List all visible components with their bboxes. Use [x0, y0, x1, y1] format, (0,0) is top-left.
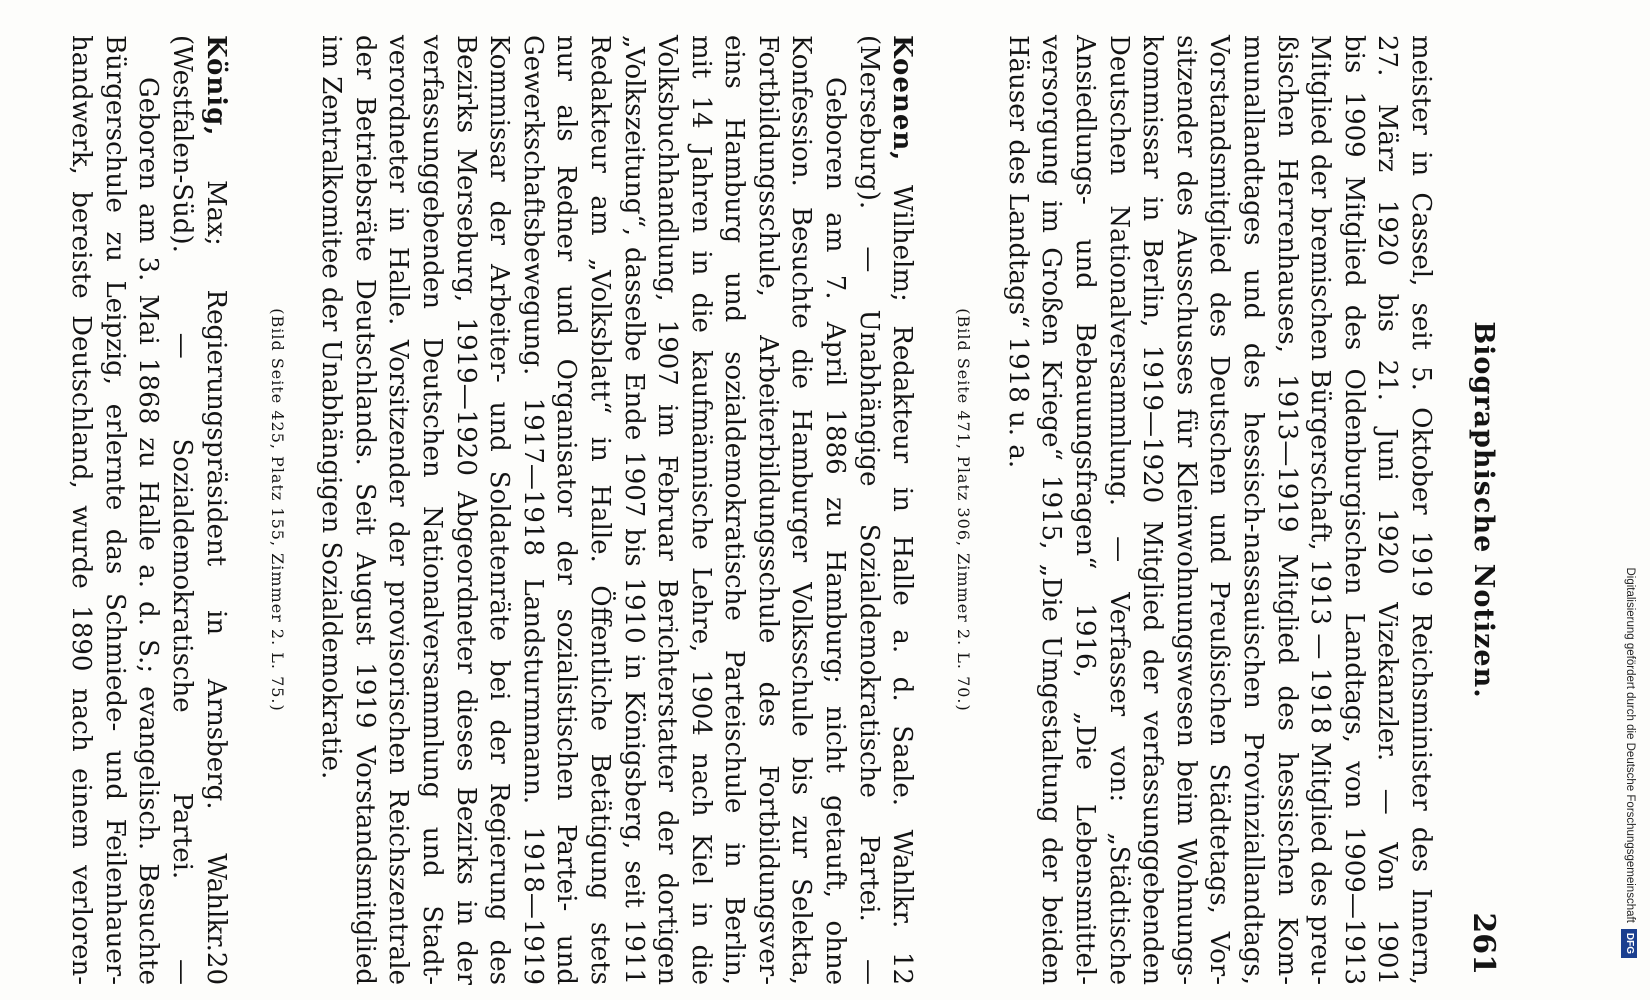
page-number: 261: [1466, 912, 1501, 975]
page-title: Biographische Notizen.: [1468, 321, 1499, 699]
text-line: Ansiedlungs- und Bebauungsfragen“ 1916, „Die Lebensmittel-: [1070, 35, 1101, 985]
photo-reference: (Bild Seite 471, Platz 306, Zimmer 2. L. 70.): [954, 308, 974, 712]
text-line: (Merseburg). — Unabhängige Sozialdemokratische Partei. —: [853, 35, 884, 985]
text-line: 27. März 1920 bis 21. Juni 1920 Vizekanzler. — Von 1901: [1372, 35, 1403, 985]
text-line: kommissar in Berlin, 1919—1920 Mitglied der verfassunggebenden: [1137, 35, 1168, 985]
entry-first-line: [885, 35, 919, 985]
dfg-logo: DFG: [1621, 929, 1637, 958]
scanned-page: [66, 35, 1515, 985]
text-line: (Westfalen-Süd). — Sozialdemokratische Partei. —: [167, 35, 197, 985]
text-line: nur als Redner und Organisator der sozialistischen Partei- und: [551, 35, 582, 985]
entry-koenig: [64, 35, 232, 985]
text-line: Mitglied der bremischen Bürgerschaft, 1913 — 1918 Mitglied des preu-: [1305, 35, 1336, 985]
text-line: eins Hamburg und sozialdemokratische Parteischule in Berlin,: [719, 35, 750, 985]
text-line: Vorstandsmitglied des Deutschen und Preußischen Städtetags, Vor-: [1204, 35, 1235, 985]
running-head: [1451, 45, 1515, 975]
text-line: Deutschen Nationalversammlung. — Verfasser von: „Städtische: [1103, 35, 1134, 985]
digitization-credit: [1620, 18, 1640, 958]
entry-text: [314, 35, 885, 985]
text-line: Bürgerschule zu Leipzig, erlernte das Schmiede- und Feilenhauer-: [99, 35, 130, 985]
text-line: Kommissar der Arbeiter- und Soldatenräte bei der Regierung des: [484, 35, 515, 985]
entry-name: Koenen,: [887, 35, 918, 162]
continuation-entry: [948, 35, 1437, 985]
entry-intro: Max; Regierungspräsident in Arnsberg. Wahlkr.20: [200, 136, 231, 985]
text-line: bis 1909 Mitglied des Oldenburgischen Landtags, von 1909—1913: [1338, 35, 1369, 985]
text-line: Konfession. Besuchte die Hamburger Volksschule bis zur Selekta,: [786, 35, 817, 985]
text-line: Geboren am 7. April 1886 zu Hamburg; nicht getauft, ohne: [820, 77, 851, 985]
text-line: Häuser des Landtags“ 1918 u. a.: [1002, 35, 1033, 469]
text-line: Volksbuchhandlung, 1907 im Februar Berichterstatter der dortigen: [652, 35, 683, 985]
text-line: meister in Cassel, seit 5. Oktober 1919 Reichsminister des Innern,: [1406, 35, 1436, 985]
text-line: Fortbildungsschule, Arbeiterbildungsschule des Fortbildungsver-: [752, 35, 783, 985]
entry-first-line: [198, 35, 232, 985]
text-line: sitzender des Ausschusses für Kleinwohnungswesen beim Wohnungs-: [1170, 35, 1201, 985]
entry-text: [64, 35, 198, 985]
text-line: ßischen Herrenhauses, 1913—1919 Mitglied des hessischen Kom-: [1271, 35, 1302, 985]
entry-intro: Wilhelm; Redakteur in Halle a. d. Saale. Wahlkr. 12: [887, 161, 918, 985]
photo-reference: (Bild Seite 425, Platz 155, Zimmer 2. L. 75.): [267, 308, 287, 712]
text-line: Geboren am 3. Mai 1868 zu Halle a. d. S.; evangelisch. Besuchte: [133, 77, 164, 985]
text-line: im Zentralkomitee der Unabhängigen Sozialdemokratie.: [316, 35, 347, 780]
text-line: der Betriebsräte Deutschlands. Seit August 1919 Vorstandsmitglied: [349, 35, 380, 985]
continuation-text: [1000, 35, 1437, 985]
text-line: versorgung im Großen Kriege“ 1915, „Die Umgestaltung der beiden: [1036, 35, 1067, 985]
credit-text: Digitalisierung gefördert durch die Deutsche Forschungsgemeinschaft: [1624, 567, 1636, 923]
entry-koenen: [262, 35, 919, 985]
text-line: mit 14 Jahren in die kaufmännische Lehre, 1904 nach Kiel in die: [685, 35, 716, 985]
text-line: Gewerkschaftsbewegung. 1917—1918 Landsturmmann. 1918—1919: [517, 35, 548, 985]
text-line: handwerk, bereiste Deutschland, wurde 1890 nach einem verloren-: [66, 35, 97, 985]
text-line: munallandtages und des hessisch-nassauischen Provinziallandtags,: [1238, 35, 1269, 985]
text-line: Bezirks Merseburg, 1919—1920 Abgeordneter dieses Bezirks in der: [450, 35, 481, 985]
entry-name: König,: [200, 35, 231, 137]
text-line: verfassunggebenden Deutschen Nationalversammlung und Stadt-: [416, 35, 447, 985]
text-line: „Volkszeitung“, dasselbe Ende 1907 bis 1910 in Königsberg, seit 1911: [618, 35, 649, 985]
text-line: verordneter in Halle. Vorsitzender der provisorischen Reichszentrale: [383, 35, 414, 985]
text-line: Redakteur am „Volksblatt“ in Halle. Öffentliche Betätigung stets: [584, 35, 615, 985]
